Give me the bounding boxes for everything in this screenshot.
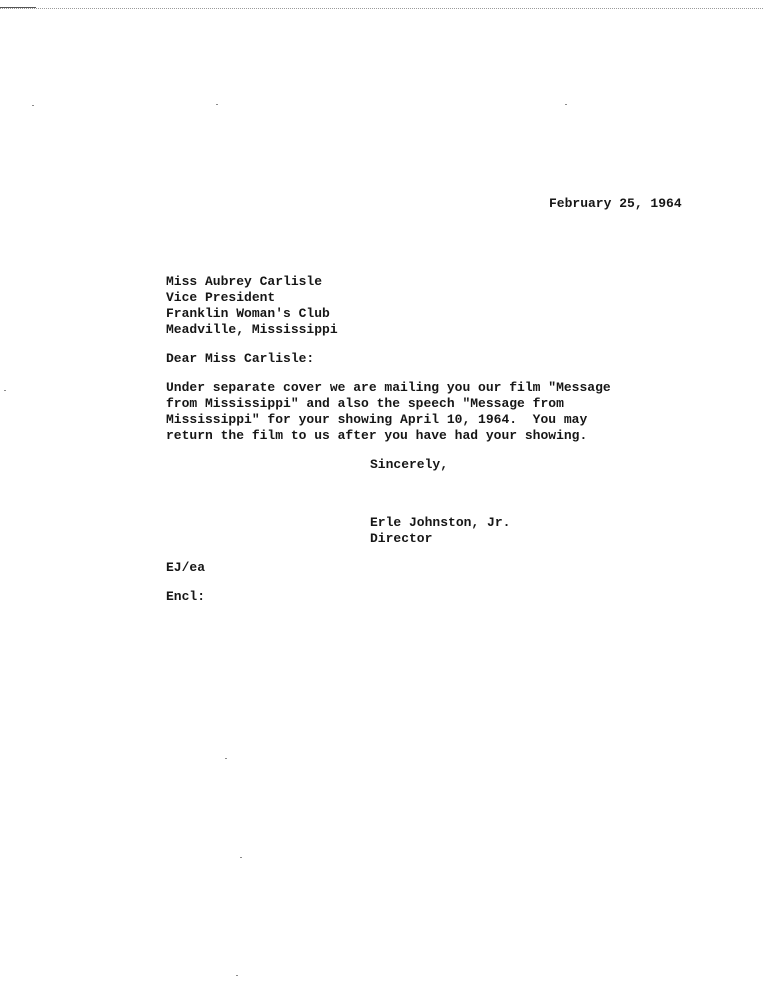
scan-speck	[225, 758, 227, 759]
signer-title: Director	[370, 531, 433, 546]
scan-speck	[216, 104, 218, 105]
scan-speck	[236, 975, 238, 976]
recipient-location: Meadville, Mississippi	[166, 322, 338, 337]
scan-speck	[32, 105, 34, 106]
recipient-title: Vice President	[166, 290, 276, 305]
letter-date: February 25, 1964	[549, 196, 682, 211]
recipient-name: Miss Aubrey Carlisle	[166, 274, 323, 289]
enclosure-note: Encl:	[166, 589, 206, 604]
scan-speck	[4, 390, 6, 391]
typist-initials: EJ/ea	[166, 560, 206, 575]
body-line: from Mississippi" and also the speech "Message from	[166, 396, 564, 411]
recipient-organization: Franklin Woman's Club	[166, 306, 330, 321]
body-line: Under separate cover we are mailing you our film "Message	[166, 380, 611, 395]
page-top-edge	[0, 0, 763, 9]
body-line: Mississippi" for your showing April 10, 1964. You may	[166, 412, 588, 427]
closing: Sincerely,	[370, 457, 449, 472]
salutation: Dear Miss Carlisle:	[166, 351, 315, 366]
signer-name: Erle Johnston, Jr.	[370, 515, 511, 530]
scan-speck	[565, 104, 567, 105]
body-line: return the film to us after you have had your showing.	[166, 428, 588, 443]
scan-speck	[240, 857, 242, 858]
